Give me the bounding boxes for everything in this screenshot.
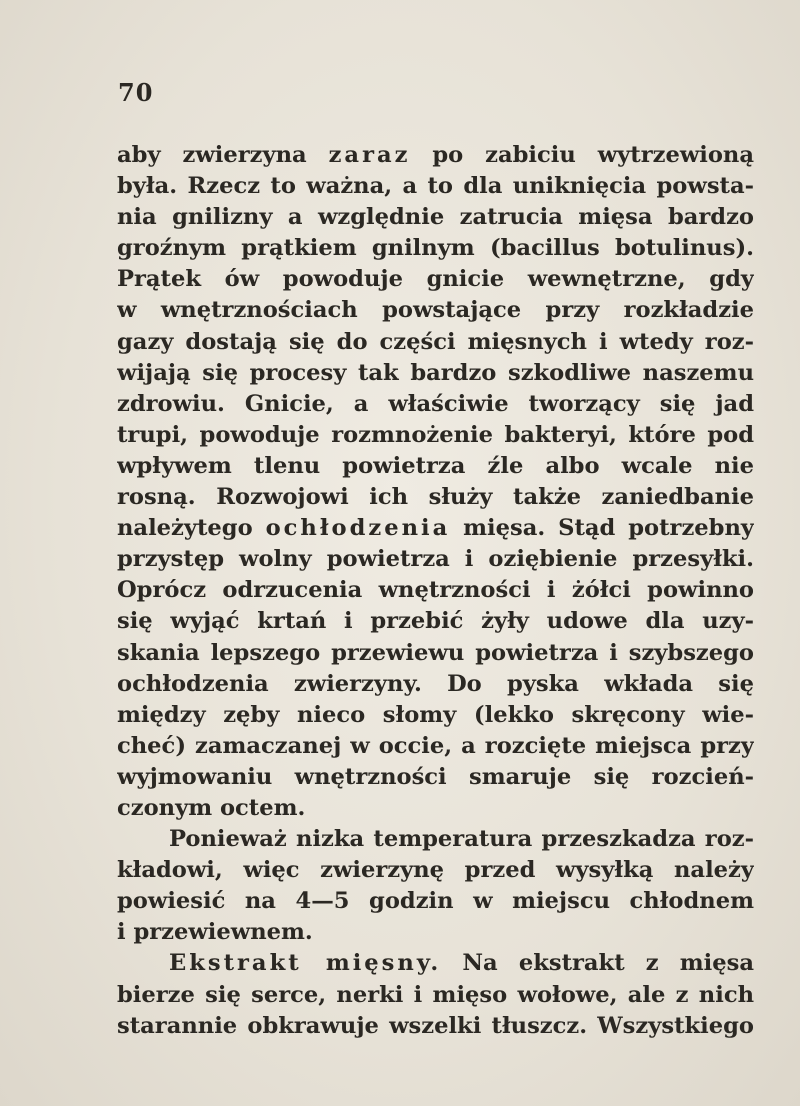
text-segment: ochłodzenia zwierzyny. Do pyska wkłada się [117, 670, 754, 697]
text-line [117, 327, 754, 358]
text-line [117, 358, 754, 389]
text-segment: gazy dostają się do części mięsnych i wtedy roz- [117, 328, 754, 355]
text-line [117, 171, 754, 202]
text-line [117, 700, 754, 731]
text-segment: wijają się procesy tak bardzo szkodliwe naszemu [117, 359, 754, 386]
text-line [117, 264, 754, 295]
text-segment: aby zwierzyna [117, 142, 329, 168]
text-line [117, 855, 754, 886]
text-segment: przystęp wolny powietrza i oziębienie przesyłki. [117, 546, 754, 573]
text-line [117, 762, 754, 793]
text-line [117, 233, 754, 264]
text-line [117, 731, 754, 762]
text-line [117, 575, 754, 606]
text-segment: trupi, powoduje rozmnożenie bakteryi, które pod [117, 421, 754, 448]
text-segment: w wnętrznościach powstające przy rozkładzie [117, 297, 754, 324]
text-segment: skania lepszego przewiewu powietrza i szybszego [117, 639, 754, 666]
emphasized-text: ochłodzenia [265, 515, 451, 542]
text-line [117, 638, 754, 669]
text-line [117, 202, 754, 233]
text-segment: wyjmowaniu wnętrzności smaruje się rozcień- [117, 763, 754, 790]
text-line [117, 389, 754, 420]
text-segment: się wyjąć krtań i przebić żyły udowe dla uzy- [117, 608, 754, 635]
text-line [117, 948, 754, 979]
text-line [117, 980, 754, 1011]
text-segment: Prątek ów powoduje gnicie wewnętrzne, gdy [117, 266, 754, 293]
text-segment: groźnym prątkiem gnilnym (bacillus botulinus). [117, 235, 754, 262]
text-line [117, 917, 754, 948]
emphasized-text: Ekstrakt mięsny. [169, 950, 442, 977]
text-segment: cheć) zamaczanej w occie, a rozcięte miejsca przy [117, 732, 754, 759]
text-segment: Na ekstrakt z mięsa [441, 950, 754, 977]
text-segment: Ponieważ nizka temperatura przeszkadza roz- [169, 826, 754, 853]
text-line [117, 140, 754, 171]
text-segment: była. Rzecz to ważna, a to dla uniknięcia powsta- [117, 173, 754, 200]
text-segment: Oprócz odrzucenia wnętrzności i żółci powinno [117, 577, 754, 604]
text-line [117, 482, 754, 513]
text-segment: po zabiciu wytrzewioną [410, 142, 754, 168]
text-line [117, 669, 754, 700]
text-line [117, 793, 754, 824]
text-line [117, 1011, 754, 1042]
text-segment: i przewiewnem. [117, 919, 313, 946]
text-line [117, 544, 754, 575]
text-segment: nia gnilizny a względnie zatrucia mięsa bardzo [117, 204, 754, 231]
text-segment: między zęby nieco słomy (lekko skręcony wie- [117, 701, 754, 728]
text-line [117, 420, 754, 451]
emphasized-text: zaraz [328, 142, 411, 168]
text-segment: rosną. Rozwojowi ich służy także zaniedbanie [117, 484, 754, 511]
text-segment: starannie obkrawuje wszelki tłuszcz. Wszystkiego [117, 1012, 754, 1039]
text-segment: należytego [117, 515, 266, 542]
body-text [117, 140, 754, 1042]
text-line [117, 451, 754, 482]
text-line [117, 295, 754, 326]
text-segment: powiesić na 4—5 godzin w miejscu chłodnem [117, 888, 754, 915]
text-line [117, 606, 754, 637]
text-segment: bierze się serce, nerki i mięso wołowe, ale z nich [117, 981, 754, 1008]
text-segment: wpływem tlenu powietrza źle albo wcale nie [117, 452, 754, 479]
text-line [117, 824, 754, 855]
text-line [117, 513, 754, 544]
text-segment: mięsa. Stąd potrzebny [450, 515, 754, 542]
text-segment: zdrowiu. Gnicie, a właściwie tworzący się jad [117, 390, 754, 417]
text-segment: czonym octem. [117, 794, 306, 821]
page-number: 70 [118, 78, 154, 107]
text-segment: kładowi, więc zwierzynę przed wysyłką należy [117, 857, 754, 884]
text-line [117, 886, 754, 917]
